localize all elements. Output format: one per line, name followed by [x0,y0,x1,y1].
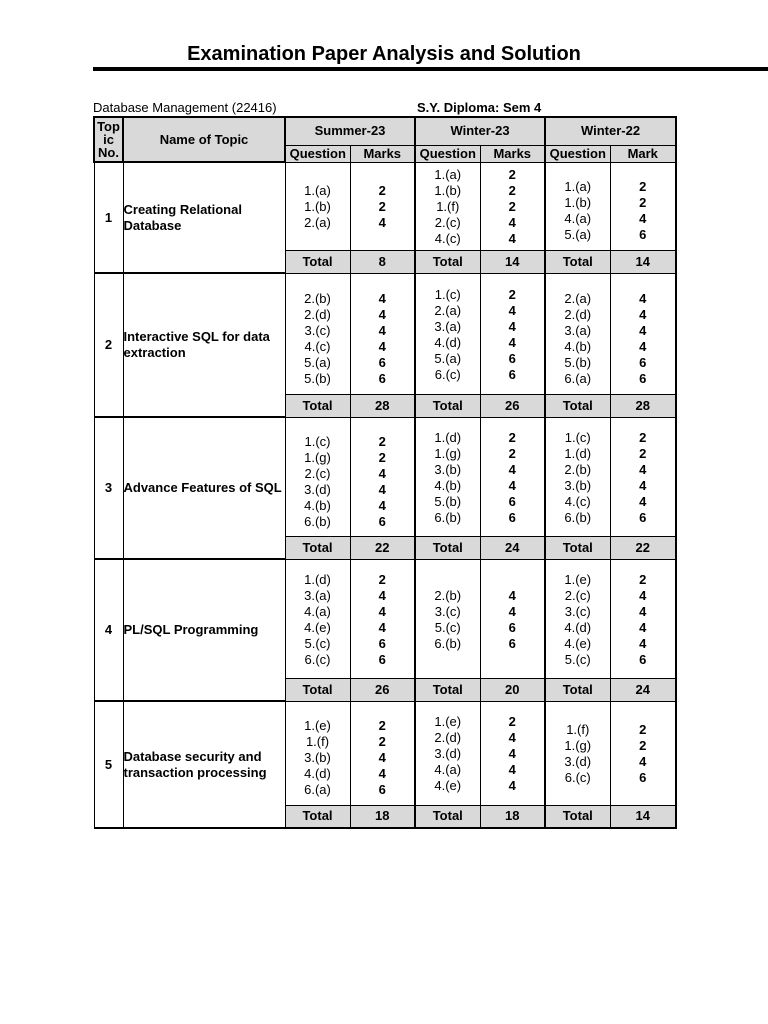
mark-item: 6 [508,493,516,509]
mark-item: 6 [378,651,386,667]
total-label: Total [415,250,480,273]
total-label: Total [285,250,350,273]
question-item: 5.(b) [564,354,592,370]
total-label: Total [545,678,610,701]
marks-list [610,417,676,536]
mark-item: 2 [508,286,516,302]
question-list [285,559,350,678]
question-item: 4.(c) [564,493,591,509]
mark-item: 4 [508,461,516,477]
question-item: 1.(c) [304,433,331,449]
total-label: Total [285,394,350,417]
question-item: 3.(a) [564,322,592,338]
mark-item: 4 [639,635,647,651]
question-item: 1.(a) [304,183,331,198]
mark-item: 2 [639,195,647,210]
mark-item: 2 [508,445,516,461]
topic-name-line: Creating Relational [123,201,242,217]
mark-item: 4 [508,318,516,334]
total-value: 20 [480,678,545,701]
question-item: 4.(e) [434,778,462,793]
question-item: 1.(b) [564,195,592,210]
mark-item: 2 [639,738,647,753]
question-item: 5.(c) [434,619,461,635]
mark-item: 4 [508,231,516,246]
total-label: Total [285,678,350,701]
question-item: 1.(g) [304,449,331,465]
question-item: 4.(b) [564,338,592,354]
question-item: 2.(b) [434,587,462,603]
question-list [415,417,480,536]
mark-item: 2 [639,571,647,587]
total-value: 8 [350,250,415,273]
mark-item: 4 [378,465,386,481]
question-subheader: Question [545,145,610,162]
topic-number: 3 [94,417,123,559]
marks-list [610,559,676,678]
question-item: 3.(d) [434,746,462,761]
question-item: 6.(c) [434,366,461,382]
marks-list [350,417,415,536]
question-item: 3.(b) [304,750,331,765]
question-item: 3.(d) [564,754,592,769]
question-item: 5.(c) [564,651,591,667]
topic-number: 2 [94,273,123,417]
exam-analysis-table [93,116,677,829]
mark-item: 6 [639,354,647,370]
marks-subheader: Mark [610,145,676,162]
total-value: 26 [480,394,545,417]
mark-item: 2 [639,722,647,737]
total-label: Total [285,536,350,559]
table-row [94,417,676,536]
mark-item: 2 [508,714,516,729]
marks-list [350,701,415,805]
question-list [545,559,610,678]
question-item: 1.(b) [434,183,462,198]
mark-item: 4 [639,477,647,493]
mark-item: 6 [378,513,386,529]
question-subheader: Question [285,145,350,162]
question-item: 5.(b) [434,493,462,509]
question-item: 1.(e) [304,718,331,733]
mark-item: 4 [508,334,516,350]
mark-item: 2 [639,179,647,194]
total-label: Total [545,805,610,828]
total-label: Total [415,805,480,828]
mark-item: 6 [639,509,647,525]
mark-item: 6 [378,354,386,370]
marks-subheader: Marks [350,145,415,162]
mark-item: 4 [508,587,516,603]
question-item: 4.(b) [434,477,462,493]
question-list [415,273,480,394]
total-value: 22 [350,536,415,559]
question-item: 3.(c) [304,322,331,338]
topic-name-line: PL/SQL Programming [123,622,259,637]
mark-item: 6 [378,370,386,386]
total-value: 24 [480,536,545,559]
total-value: 14 [480,250,545,273]
mark-item: 4 [378,619,386,635]
mark-item: 4 [639,493,647,509]
mark-item: 2 [378,433,386,449]
mark-item: 2 [508,183,516,198]
topic-name-line: extraction [123,345,186,360]
mark-item: 4 [508,730,516,745]
total-value: 14 [610,250,676,273]
mark-item: 4 [378,322,386,338]
mark-item: 4 [639,619,647,635]
table-row [94,162,676,250]
question-item: 2.(a) [564,290,592,306]
mark-item: 4 [378,481,386,497]
question-item: 1.(c) [564,429,591,445]
mark-item: 4 [508,603,516,619]
question-item: 1.(c) [434,286,461,302]
mark-item: 4 [508,778,516,793]
topic-name [123,559,285,701]
mark-item: 4 [378,290,386,306]
question-item: 4.(b) [304,497,331,513]
total-label: Total [415,678,480,701]
table-row [94,559,676,678]
table-row [94,701,676,805]
question-item: 3.(a) [304,587,331,603]
mark-item: 4 [639,461,647,477]
mark-item: 2 [508,167,516,182]
question-subheader: Question [415,145,480,162]
question-item: 2.(c) [564,587,591,603]
question-item: 4.(a) [304,603,331,619]
question-item: 1.(a) [564,179,592,194]
total-value: 28 [610,394,676,417]
question-item: 1.(g) [434,445,462,461]
topic-name [123,162,285,273]
question-item: 1.(d) [434,429,462,445]
question-list [415,701,480,805]
mark-item: 4 [378,603,386,619]
mark-item: 4 [639,754,647,769]
question-item: 3.(b) [564,477,592,493]
question-item: 6.(b) [434,509,462,525]
mark-item: 2 [378,571,386,587]
exam-header-winter-22: Winter-22 [545,117,676,145]
question-item: 2.(b) [304,290,331,306]
mark-item: 4 [639,587,647,603]
total-label: Total [545,536,610,559]
question-item: 3.(a) [434,318,462,334]
topic-name [123,701,285,828]
mark-item: 4 [508,215,516,230]
total-label: Total [415,536,480,559]
mark-item: 4 [378,587,386,603]
question-item: 3.(c) [564,603,591,619]
question-item: 4.(c) [434,231,461,246]
total-value: 22 [610,536,676,559]
total-label: Total [545,250,610,273]
topic-name-line: Database [123,217,182,233]
question-item: 6.(c) [304,651,331,667]
total-value: 24 [610,678,676,701]
question-item: 5.(a) [434,350,462,366]
mark-item: 2 [508,429,516,445]
question-item: 2.(d) [304,306,331,322]
total-value: 18 [480,805,545,828]
topic-number: 4 [94,559,123,701]
mark-item: 2 [378,449,386,465]
topic-no-header-line: Top [97,119,120,134]
question-item: 4.(a) [434,762,462,777]
question-item: 3.(c) [434,603,461,619]
mark-item: 6 [508,366,516,382]
question-item: 4.(d) [304,766,331,781]
topic-no-header-line: ic [103,132,114,147]
marks-list [480,417,545,536]
topic-number: 1 [94,162,123,273]
marks-list [350,162,415,250]
mark-item: 4 [639,603,647,619]
question-item: 2.(a) [434,302,462,318]
question-item: 3.(b) [434,461,462,477]
question-item: 1.(g) [564,738,592,753]
question-item: 4.(e) [564,635,592,651]
question-item: 6.(b) [304,513,331,529]
marks-list [480,162,545,250]
question-item: 1.(d) [304,571,331,587]
question-item: 4.(c) [304,338,331,354]
title-underline [93,67,768,71]
marks-list [480,273,545,394]
total-value: 28 [350,394,415,417]
topic-name-line: Database security and [123,748,262,764]
mark-item: 6 [508,635,516,651]
question-item: 4.(d) [434,334,462,350]
mark-item: 4 [639,211,647,226]
question-item: 6.(c) [564,770,591,785]
question-item: 1.(a) [434,167,462,182]
topic-name [123,273,285,417]
marks-subheader: Marks [480,145,545,162]
question-item: 2.(c) [434,215,461,230]
question-item: 6.(b) [564,509,592,525]
question-item: 4.(e) [304,619,331,635]
question-item: 5.(a) [564,227,592,242]
question-list [415,162,480,250]
mark-item: 6 [508,350,516,366]
page-title: Examination Paper Analysis and Solution [187,43,581,65]
marks-list [480,559,545,678]
mark-item: 6 [639,227,647,242]
question-item: 4.(d) [564,619,592,635]
mark-item: 4 [378,766,386,781]
mark-item: 4 [639,338,647,354]
question-item: 1.(b) [304,199,331,214]
topic-no-header-line: No. [98,145,119,160]
topic-no-header [94,117,123,162]
mark-item: 4 [508,477,516,493]
question-item: 3.(d) [304,481,331,497]
question-item: 1.(f) [305,734,330,749]
total-label: Total [415,394,480,417]
mark-item: 4 [639,322,647,338]
mark-item: 4 [508,302,516,318]
question-item: 4.(a) [564,211,592,226]
question-item: 2.(c) [304,465,331,481]
question-item: 5.(c) [304,635,331,651]
question-list [415,559,480,678]
question-item: 6.(b) [434,635,462,651]
mark-item: 2 [639,429,647,445]
exam-header-winter-23: Winter-23 [415,117,545,145]
marks-list [610,273,676,394]
topic-name-header: Name of Topic [123,117,285,162]
mark-item: 2 [378,718,386,733]
question-item: 2.(a) [304,215,331,230]
topic-name-line: transaction processing [123,764,267,780]
question-item: 1.(f) [566,722,590,737]
mark-item: 6 [508,509,516,525]
topic-name [123,417,285,559]
marks-list [350,273,415,394]
mark-item: 6 [639,370,647,386]
question-list [285,701,350,805]
question-item: 5.(a) [304,354,331,370]
topic-name-line: Advance Features of SQL [123,480,282,495]
question-list [545,273,610,394]
question-list [545,162,610,250]
mark-item: 4 [378,338,386,354]
exam-header-summer-23: Summer-23 [285,117,415,145]
marks-list [610,701,676,805]
mark-item: 4 [639,290,647,306]
topic-name-line: Interactive SQL for data [123,329,270,344]
question-item: 1.(d) [564,445,592,461]
question-list [285,417,350,536]
topic-number: 5 [94,701,123,828]
subject-label: Database Management (22416) [93,100,277,115]
question-item: 6.(a) [304,782,331,797]
question-item: 1.(e) [434,714,462,729]
question-item: 5.(b) [304,370,331,386]
total-value: 14 [610,805,676,828]
mark-item: 2 [639,445,647,461]
question-item: 1.(f) [436,199,460,214]
question-list [285,273,350,394]
total-label: Total [285,805,350,828]
semester-label: S.Y. Diploma: Sem 4 [417,100,542,115]
marks-list [480,701,545,805]
mark-item: 4 [378,306,386,322]
mark-item: 4 [639,306,647,322]
mark-item: 6 [508,619,516,635]
question-item: 2.(b) [564,461,592,477]
mark-item: 4 [508,762,516,777]
mark-item: 6 [639,651,647,667]
mark-item: 2 [508,199,516,214]
mark-item: 4 [378,497,386,513]
question-item: 2.(d) [564,306,592,322]
table-body [94,117,676,828]
mark-item: 6 [378,782,386,797]
mark-item: 4 [508,746,516,761]
total-value: 26 [350,678,415,701]
mark-item: 2 [378,183,386,198]
total-value: 18 [350,805,415,828]
total-label: Total [545,394,610,417]
question-list [545,417,610,536]
mark-item: 2 [378,734,386,749]
question-item: 2.(d) [434,730,462,745]
question-list [545,701,610,805]
marks-list [610,162,676,250]
mark-item: 2 [378,199,386,214]
mark-item: 6 [639,770,647,785]
mark-item: 6 [378,635,386,651]
marks-list [350,559,415,678]
question-item: 1.(e) [564,571,592,587]
question-list [285,162,350,250]
table-row [94,273,676,394]
mark-item: 4 [378,750,386,765]
mark-item: 4 [378,215,386,230]
question-item: 6.(a) [564,370,592,386]
